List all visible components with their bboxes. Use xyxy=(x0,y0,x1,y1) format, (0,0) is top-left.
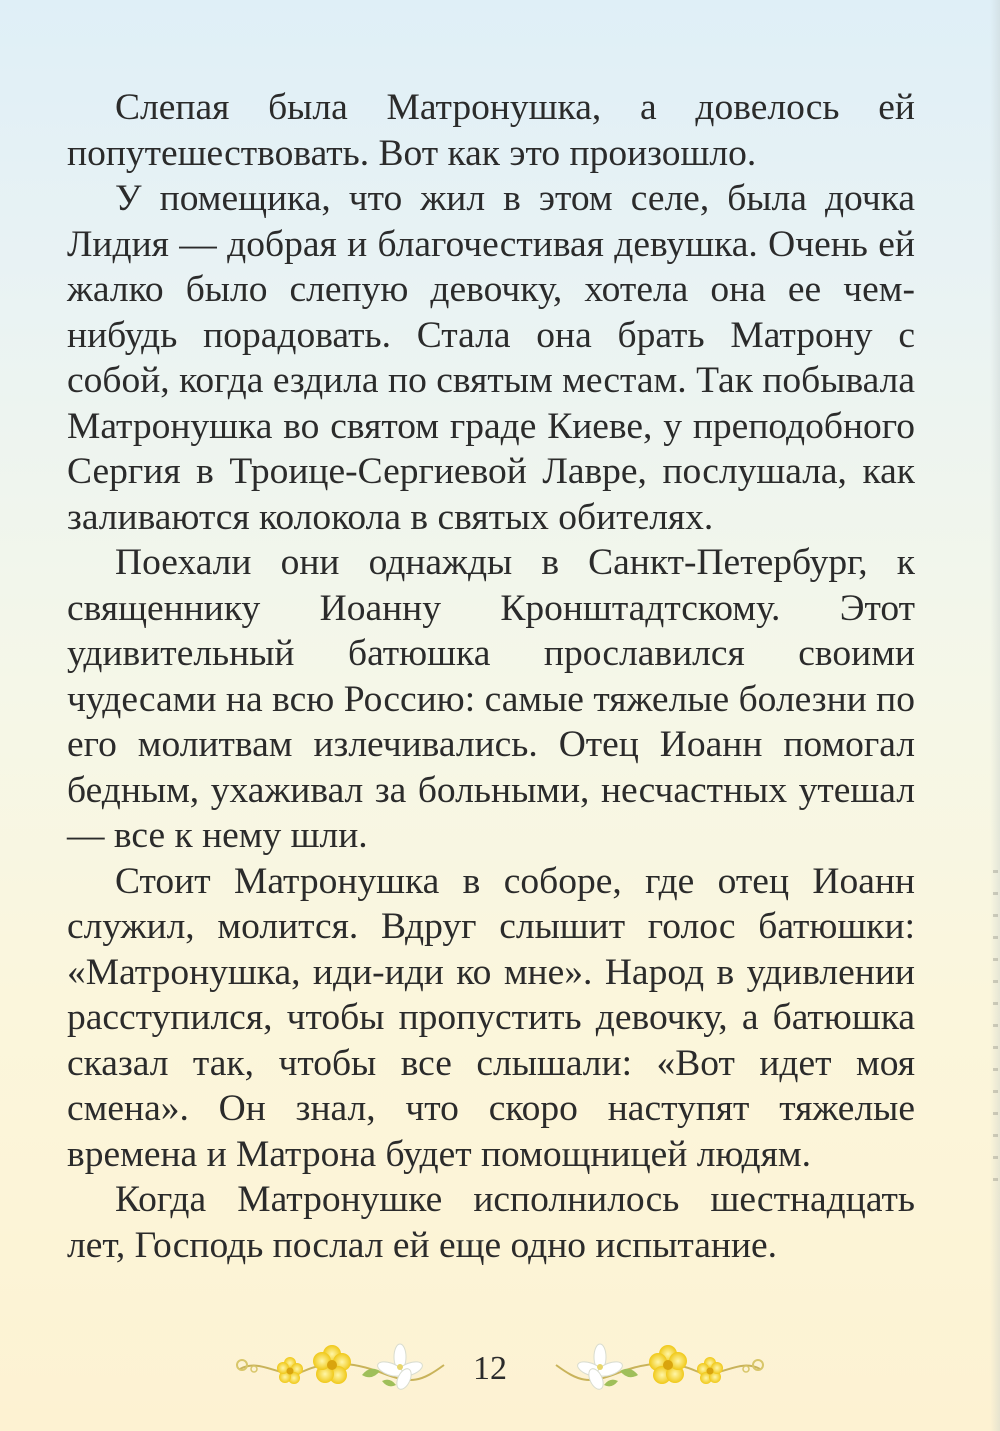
paragraph-1: Слепая была Матронушка, а довелось ей попутешествовать. Вот как это произошло. xyxy=(67,87,915,174)
page-edge-shadow xyxy=(990,0,1000,1431)
paragraph-2: У помещика, что жил в этом селе, была дочка Лидия — добрая и благочестивая девушка. Очень ей жалко было слепую девочку, хотела она ее чем-нибудь порадовать. Стала она брать Матрону с собой, когда ездила по святым местам. Так побывала Матронушка во святом граде Киеве, у преподобного Сергия в Троице-Сергиевой Лавре, послушала, как заливаются колокола в святых обителях. xyxy=(67,178,915,538)
paragraph-3: Поехали они однажды в Санкт-Петербург, к священнику Иоанну Кронштадтскому. Этот удивительный батюшка прославился своими чудесами на всю Россию: самые тяжелые болезни по его молитвам излечивались. Отец Иоанн помогал бедным, ухаживал за больными, несчастных утешал — все к нему шли. xyxy=(67,542,915,856)
page-number: 12 xyxy=(473,1350,507,1387)
floral-vine-ornament-icon xyxy=(548,1335,768,1405)
page-edge-marks xyxy=(993,870,998,1190)
floral-vine-ornament-icon xyxy=(232,1335,452,1405)
paragraph-4: Стоит Матронушка в соборе, где отец Иоанн служил, молится. Вдруг слышит голос батюшки: «Матронушка, иди-иди ко мне». Народ в удивлении расступился, чтобы пропустить девочку, а батюшка сказал так, чтобы все слышали: «Вот идет моя смена». Он знал, что скоро наступят тяжелые времена и Матрона будет помощницей людям. xyxy=(67,860,915,1175)
page-text xyxy=(67,85,915,1268)
paragraph-5: Когда Матронушке исполнилось шестнадцать лет, Господь послал ей еще одно испытание. xyxy=(67,1179,915,1266)
page-footer xyxy=(0,1335,1000,1405)
